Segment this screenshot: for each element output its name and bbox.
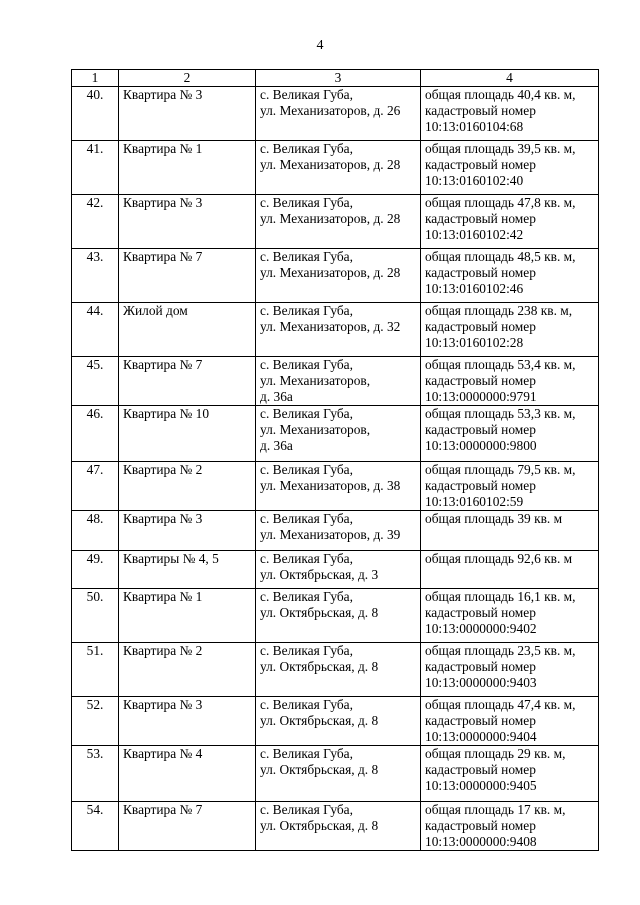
details-line: 10:13:0160104:68 xyxy=(425,119,524,134)
property-address xyxy=(256,406,421,462)
details-line: общая площадь 53,3 кв. м, xyxy=(425,406,576,421)
column-header-1: 1 xyxy=(72,70,119,87)
details-line: 10:13:0160102:46 xyxy=(425,281,524,296)
property-details xyxy=(421,589,599,643)
address-line: с. Великая Губа, xyxy=(260,589,353,604)
address-line: ул. Октябрьская, д. 8 xyxy=(260,605,379,620)
details-line: 10:13:0000000:9791 xyxy=(425,389,537,404)
table-row xyxy=(72,643,599,697)
property-address xyxy=(256,802,421,851)
property-details xyxy=(421,746,599,802)
property-details xyxy=(421,195,599,249)
property-name: Квартира № 3 xyxy=(119,87,256,141)
property-details xyxy=(421,406,599,462)
address-line: ул. Механизаторов, д. 26 xyxy=(260,103,401,118)
row-number: 50. xyxy=(72,589,119,643)
table-row xyxy=(72,511,599,551)
address-line: ул. Механизаторов, xyxy=(260,373,371,388)
property-details xyxy=(421,357,599,406)
details-line: кадастровый номер xyxy=(425,319,536,334)
details-line: кадастровый номер xyxy=(425,762,536,777)
table-header-row xyxy=(72,70,599,87)
row-number: 53. xyxy=(72,746,119,802)
property-table xyxy=(71,69,599,851)
address-line: ул. Октябрьская, д. 3 xyxy=(260,567,379,582)
property-address xyxy=(256,462,421,511)
property-name: Квартира № 3 xyxy=(119,195,256,249)
address-line: с. Великая Губа, xyxy=(260,249,353,264)
property-name: Квартира № 1 xyxy=(119,141,256,195)
details-line: общая площадь 79,5 кв. м, xyxy=(425,462,576,477)
property-address xyxy=(256,511,421,551)
address-line: ул. Механизаторов, д. 28 xyxy=(260,211,401,226)
column-header-4: 4 xyxy=(421,70,599,87)
property-address xyxy=(256,643,421,697)
address-line: д. 36а xyxy=(260,438,293,453)
details-line: общая площадь 47,8 кв. м, xyxy=(425,195,576,210)
row-number: 48. xyxy=(72,511,119,551)
address-line: с. Великая Губа, xyxy=(260,551,353,566)
property-name: Квартира № 7 xyxy=(119,357,256,406)
details-line: 10:13:0000000:9800 xyxy=(425,438,537,453)
property-details xyxy=(421,643,599,697)
details-line: кадастровый номер xyxy=(425,818,536,833)
details-line: кадастровый номер xyxy=(425,211,536,226)
property-address xyxy=(256,303,421,357)
table-row xyxy=(72,87,599,141)
details-line: кадастровый номер xyxy=(425,422,536,437)
address-line: ул. Октябрьская, д. 8 xyxy=(260,762,379,777)
address-line: с. Великая Губа, xyxy=(260,195,353,210)
table-row xyxy=(72,357,599,406)
table-row xyxy=(72,303,599,357)
details-line: 10:13:0000000:9402 xyxy=(425,621,537,636)
property-name: Квартира № 2 xyxy=(119,462,256,511)
address-line: с. Великая Губа, xyxy=(260,303,353,318)
row-number: 43. xyxy=(72,249,119,303)
address-line: ул. Механизаторов, д. 32 xyxy=(260,319,401,334)
address-line: ул. Механизаторов, д. 39 xyxy=(260,527,401,542)
address-line: с. Великая Губа, xyxy=(260,87,353,102)
table-body xyxy=(72,87,599,851)
details-line: 10:13:0000000:9408 xyxy=(425,834,537,849)
row-number: 42. xyxy=(72,195,119,249)
details-line: кадастровый номер xyxy=(425,265,536,280)
details-line: общая площадь 92,6 кв. м xyxy=(425,551,573,566)
details-line: 10:13:0000000:9405 xyxy=(425,778,537,793)
table-row xyxy=(72,551,599,589)
address-line: ул. Октябрьская, д. 8 xyxy=(260,713,379,728)
address-line: ул. Октябрьская, д. 8 xyxy=(260,659,379,674)
address-line: с. Великая Губа, xyxy=(260,746,353,761)
address-line: с. Великая Губа, xyxy=(260,697,353,712)
row-number: 40. xyxy=(72,87,119,141)
property-address xyxy=(256,697,421,746)
property-name: Квартира № 2 xyxy=(119,643,256,697)
details-line: 10:13:0160102:59 xyxy=(425,494,524,509)
property-details xyxy=(421,249,599,303)
details-line: 10:13:0000000:9403 xyxy=(425,675,537,690)
details-line: общая площадь 53,4 кв. м, xyxy=(425,357,576,372)
property-details xyxy=(421,87,599,141)
details-line: 10:13:0160102:42 xyxy=(425,227,524,242)
address-line: с. Великая Губа, xyxy=(260,406,353,421)
row-number: 41. xyxy=(72,141,119,195)
row-number: 45. xyxy=(72,357,119,406)
row-number: 49. xyxy=(72,551,119,589)
address-line: с. Великая Губа, xyxy=(260,462,353,477)
details-line: общая площадь 47,4 кв. м, xyxy=(425,697,576,712)
address-line: с. Великая Губа, xyxy=(260,141,353,156)
address-line: д. 36а xyxy=(260,389,293,404)
address-line: с. Великая Губа, xyxy=(260,802,353,817)
property-details xyxy=(421,511,599,551)
address-line: ул. Механизаторов, д. 28 xyxy=(260,157,401,172)
property-details xyxy=(421,802,599,851)
details-line: общая площадь 16,1 кв. м, xyxy=(425,589,576,604)
property-address xyxy=(256,357,421,406)
property-name: Квартира № 3 xyxy=(119,511,256,551)
property-details xyxy=(421,462,599,511)
details-line: кадастровый номер xyxy=(425,157,536,172)
table-row xyxy=(72,406,599,462)
row-number: 54. xyxy=(72,802,119,851)
table-row xyxy=(72,249,599,303)
property-name: Квартира № 3 xyxy=(119,697,256,746)
property-name: Квартира № 10 xyxy=(119,406,256,462)
address-line: с. Великая Губа, xyxy=(260,357,353,372)
table-row xyxy=(72,697,599,746)
details-line: кадастровый номер xyxy=(425,605,536,620)
details-line: общая площадь 17 кв. м, xyxy=(425,802,566,817)
address-line: с. Великая Губа, xyxy=(260,511,353,526)
property-name: Квартира № 7 xyxy=(119,249,256,303)
details-line: общая площадь 39 кв. м xyxy=(425,511,563,526)
row-number: 44. xyxy=(72,303,119,357)
table-row xyxy=(72,746,599,802)
property-name: Квартира № 7 xyxy=(119,802,256,851)
table-row xyxy=(72,141,599,195)
property-details xyxy=(421,697,599,746)
details-line: кадастровый номер xyxy=(425,373,536,388)
property-name: Квартиры № 4, 5 xyxy=(119,551,256,589)
row-number: 46. xyxy=(72,406,119,462)
table-row xyxy=(72,195,599,249)
address-line: ул. Механизаторов, д. 38 xyxy=(260,478,401,493)
address-line: ул. Механизаторов, д. 28 xyxy=(260,265,401,280)
property-address xyxy=(256,551,421,589)
page-number: 4 xyxy=(316,38,324,53)
row-number: 51. xyxy=(72,643,119,697)
property-address xyxy=(256,589,421,643)
details-line: общая площадь 29 кв. м, xyxy=(425,746,566,761)
details-line: кадастровый номер xyxy=(425,103,536,118)
property-address xyxy=(256,249,421,303)
details-line: 10:13:0160102:28 xyxy=(425,335,524,350)
property-name: Квартира № 1 xyxy=(119,589,256,643)
table-row xyxy=(72,802,599,851)
details-line: кадастровый номер xyxy=(425,478,536,493)
property-name: Жилой дом xyxy=(119,303,256,357)
details-line: общая площадь 238 кв. м, xyxy=(425,303,573,318)
property-address xyxy=(256,746,421,802)
address-line: с. Великая Губа, xyxy=(260,643,353,658)
details-line: кадастровый номер xyxy=(425,659,536,674)
details-line: 10:13:0000000:9404 xyxy=(425,729,537,744)
property-details xyxy=(421,141,599,195)
property-address xyxy=(256,87,421,141)
table-row xyxy=(72,462,599,511)
details-line: кадастровый номер xyxy=(425,713,536,728)
details-line: общая площадь 40,4 кв. м, xyxy=(425,87,576,102)
details-line: общая площадь 23,5 кв. м, xyxy=(425,643,576,658)
row-number: 52. xyxy=(72,697,119,746)
property-address xyxy=(256,141,421,195)
details-line: 10:13:0160102:40 xyxy=(425,173,524,188)
row-number: 47. xyxy=(72,462,119,511)
address-line: ул. Механизаторов, xyxy=(260,422,371,437)
property-details xyxy=(421,551,599,589)
property-details xyxy=(421,303,599,357)
column-header-3: 3 xyxy=(256,70,421,87)
details-line: общая площадь 48,5 кв. м, xyxy=(425,249,576,264)
table-row xyxy=(72,589,599,643)
property-name: Квартира № 4 xyxy=(119,746,256,802)
property-address xyxy=(256,195,421,249)
address-line: ул. Октябрьская, д. 8 xyxy=(260,818,379,833)
details-line: общая площадь 39,5 кв. м, xyxy=(425,141,576,156)
column-header-2: 2 xyxy=(119,70,256,87)
